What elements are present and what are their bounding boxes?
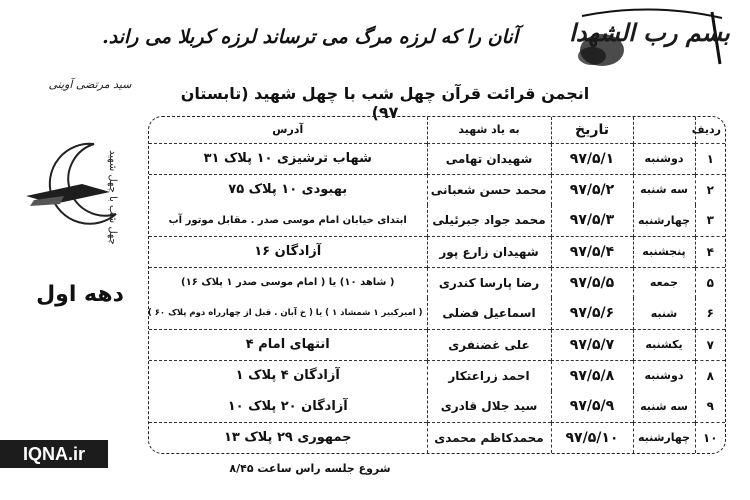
- row-address: انتهای امام ۴: [149, 329, 427, 360]
- row-date: ۹۷/۵/۱: [551, 143, 633, 174]
- row-address: ( شاهد ۱۰) یا ( امام موسی صدر ۱ پلاک ۱۶): [181, 277, 395, 289]
- table-row: [149, 329, 725, 360]
- row-number: ۴: [695, 236, 725, 267]
- row-date: ۹۷/۵/۸: [551, 360, 633, 391]
- row-date: ۹۷/۵/۳: [551, 205, 633, 236]
- row-date: ۹۷/۵/۹: [551, 391, 633, 422]
- row-address: جمهوری ۲۹ پلاک ۱۳: [223, 430, 352, 446]
- row-date: ۹۷/۵/۲: [551, 174, 633, 205]
- row-address: آزادگان ۲۰ پلاک ۱۰: [149, 391, 427, 422]
- row-day: چهارشنبه: [633, 205, 695, 236]
- row-martyr: محمدکاظم محمدی: [427, 422, 551, 453]
- row-martyr: رضا پارسا کندری: [427, 267, 551, 298]
- quote-text: آنان را که لرزه مرگ می ترساند لرزه کربلا می راند.: [102, 26, 518, 48]
- row-martyr: محمد جواد جبرئیلی: [427, 205, 551, 236]
- row-number: ۲: [695, 174, 725, 205]
- row-martyr: احمد زراعتکار: [427, 360, 551, 391]
- row-number: ۳: [695, 205, 725, 236]
- start-time-note: شروع جلسه راس ساعت ۸/۴۵: [229, 462, 391, 475]
- row-number: ۱۰: [695, 422, 725, 453]
- header-martyr: به یاد شهید: [427, 117, 551, 143]
- row-martyr: شهیدان تهامی: [427, 143, 551, 174]
- table-row: [149, 391, 725, 422]
- row-martyr: محمد حسن شعبانی: [427, 174, 551, 205]
- row-day: سه شنبه: [633, 391, 695, 422]
- row-day: یکشنبه: [633, 329, 695, 360]
- table-header-row: [149, 117, 725, 143]
- logo-calligraphy: بسم رب الشهدا: [569, 18, 730, 47]
- row-day: دوشنبه: [633, 360, 695, 391]
- header-date: تاریخ: [551, 117, 633, 143]
- table-row: [149, 422, 725, 453]
- header-no: ردیف: [695, 117, 725, 143]
- row-number: ۶: [695, 298, 725, 329]
- row-martyr: شهیدان زارع پور: [427, 236, 551, 267]
- row-date: ۹۷/۵/۶: [551, 298, 633, 329]
- row-address: ( امیرکبیر ۱ شمشاد ۱ ) یا ( خ آبان . قبل از چهارراه دوم پلاک ۶۰ ): [149, 298, 427, 329]
- row-day: چهارشنبه: [633, 422, 695, 453]
- row-day: سه شنبه: [633, 174, 695, 205]
- row-address: شهاب ترشیزی ۱۰ پلاک ۳۱: [149, 143, 427, 174]
- row-day: پنجشنبه: [633, 236, 695, 267]
- row-day: جمعه: [633, 267, 695, 298]
- row-date: ۹۷/۵/۱۰: [551, 422, 633, 453]
- row-date: ۹۷/۵/۵: [551, 267, 633, 298]
- row-number: ۷: [695, 329, 725, 360]
- table-row: [149, 298, 725, 329]
- row-date: ۹۷/۵/۷: [551, 329, 633, 360]
- schedule-table: [148, 116, 726, 454]
- row-date: ۹۷/۵/۴: [551, 236, 633, 267]
- row-address: بهبودی ۱۰ پلاک ۷۵: [228, 182, 348, 198]
- table-row: [149, 267, 725, 298]
- table-row: [149, 236, 725, 267]
- row-number: ۵: [695, 267, 725, 298]
- row-day: دوشنبه: [633, 143, 695, 174]
- row-day: شنبه: [633, 298, 695, 329]
- quote-signature: سید مرتضی آوینی: [48, 78, 132, 91]
- row-number: ۱: [695, 143, 725, 174]
- side-logo-text: چهل شب با چهل شهید: [107, 150, 118, 245]
- table-row: [149, 360, 725, 391]
- header-day: [633, 117, 695, 143]
- row-address: آزادگان ۱۶: [149, 236, 427, 267]
- row-number: ۹: [695, 391, 725, 422]
- table-row: [149, 205, 725, 236]
- row-martyr: سید جلال قادری: [427, 391, 551, 422]
- table-row: [149, 174, 725, 205]
- header-address: آدرس: [149, 117, 427, 143]
- row-martyr: اسماعیل فضلی: [427, 298, 551, 329]
- page-title: انجمن قرائت قرآن چهل شب با چهل شهید (تابستان ۹۷): [180, 84, 590, 122]
- row-address: آزادگان ۴ پلاک ۱: [235, 368, 340, 384]
- row-address: ابتدای خیابان امام موسی صدر . مقابل موتور آب: [149, 205, 427, 236]
- iqna-watermark: IQNA.ir: [0, 440, 108, 468]
- table-row: [149, 143, 725, 174]
- row-martyr: علی غضنفری: [427, 329, 551, 360]
- section-label: دهه اول: [36, 282, 124, 307]
- row-number: ۸: [695, 360, 725, 391]
